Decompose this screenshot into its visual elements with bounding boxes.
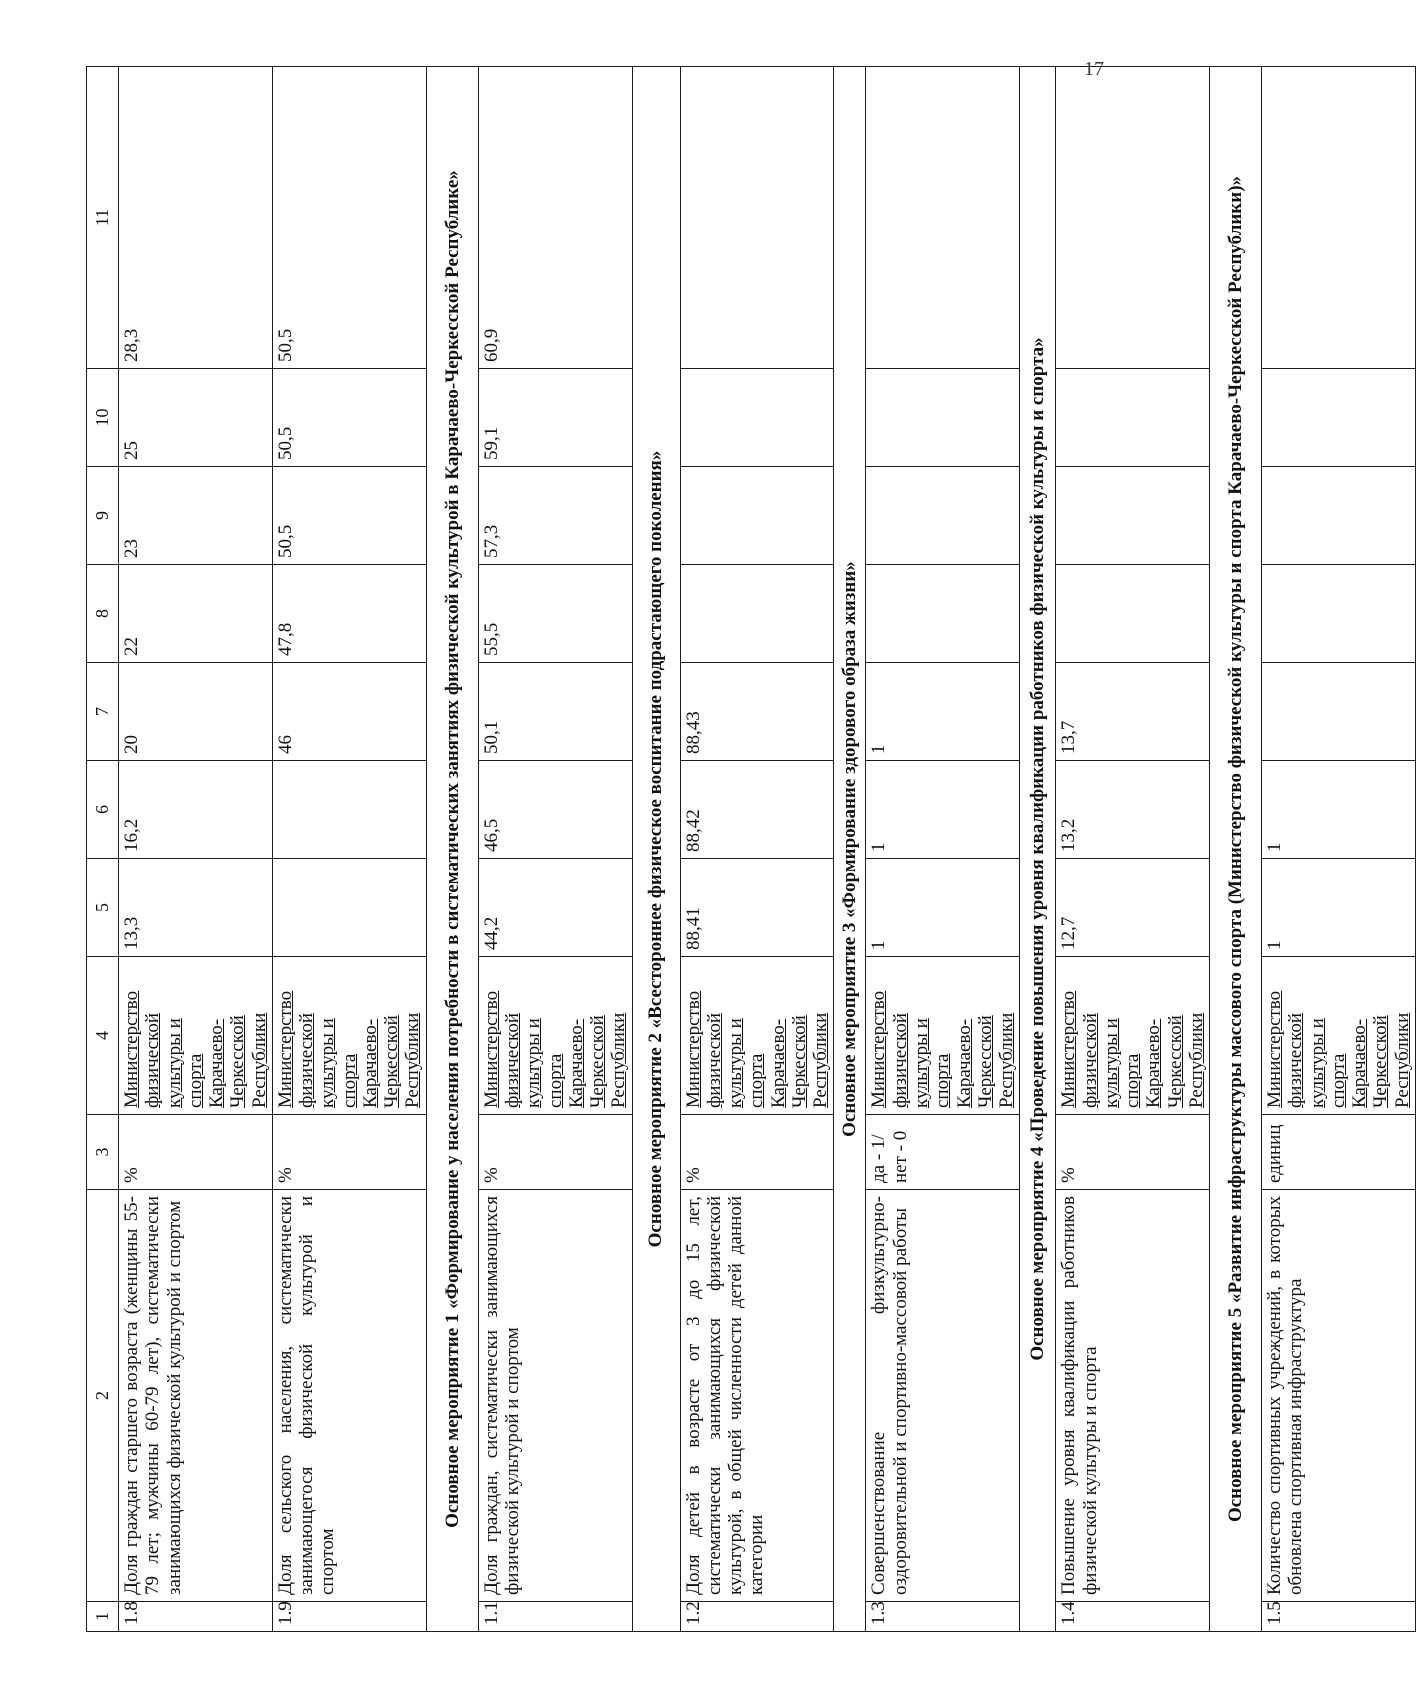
value-col-6: 46,5 xyxy=(478,761,632,859)
row-number: 1.4 xyxy=(1056,1602,1210,1632)
row-number: 1.8 xyxy=(119,1602,273,1632)
value-col-5: 13,3 xyxy=(119,859,273,957)
value-col-6: 1 xyxy=(866,761,1020,859)
value-col-10: 25 xyxy=(119,369,273,467)
unit: % xyxy=(478,1115,632,1190)
indicator-name: Совершенствование физкультурно-оздоровительной и спортивно-массовой работы xyxy=(866,1190,1020,1602)
value-col-9 xyxy=(1056,467,1210,565)
header-col-1: 1 xyxy=(87,1602,119,1632)
value-col-10 xyxy=(1262,369,1416,467)
header-col-11: 11 xyxy=(87,67,119,369)
value-col-8 xyxy=(1056,565,1210,663)
row-number: 1.3 xyxy=(866,1602,1020,1632)
section-heading-1 xyxy=(426,67,478,1632)
section-heading-4 xyxy=(1020,67,1056,1632)
value-col-8 xyxy=(680,565,834,663)
indicator-name: Доля детей в возрасте от 3 до 15 лет, систематически занимающихся физической культурой, в общей численности детей данной категории xyxy=(680,1190,834,1602)
indicators-table xyxy=(86,66,1416,1632)
row-number: 1.9 xyxy=(272,1602,426,1632)
value-col-6: 88,42 xyxy=(680,761,834,859)
value-col-10 xyxy=(1056,369,1210,467)
executor: Министерство физической культуры и спорта Карачаево-Черкесской Республики xyxy=(680,957,834,1115)
value-col-10: 50,5 xyxy=(272,369,426,467)
value-col-6: 16,2 xyxy=(119,761,273,859)
executor: Министерство физической культуры и спорта Карачаево-Черкесской Республики xyxy=(1262,957,1416,1115)
value-col-11: 60,9 xyxy=(478,67,632,369)
value-col-5: 44,2 xyxy=(478,859,632,957)
header-col-9: 9 xyxy=(87,467,119,565)
value-col-8: 22 xyxy=(119,565,273,663)
value-col-8 xyxy=(866,565,1020,663)
rotated-table-container xyxy=(86,67,1413,1632)
value-col-10: 59,1 xyxy=(478,369,632,467)
header-col-2: 2 xyxy=(87,1190,119,1602)
value-col-11 xyxy=(1056,67,1210,369)
table-row xyxy=(1056,67,1210,1632)
value-col-11 xyxy=(1262,67,1416,369)
unit: да - 1/ нет - 0 xyxy=(866,1115,1020,1190)
value-col-9 xyxy=(1262,467,1416,565)
value-col-5: 1 xyxy=(1262,859,1416,957)
unit: единиц xyxy=(1262,1115,1416,1190)
value-col-9 xyxy=(866,467,1020,565)
value-col-11: 28,3 xyxy=(119,67,273,369)
value-col-7: 88,43 xyxy=(680,663,834,761)
table-row xyxy=(478,67,632,1632)
unit: % xyxy=(119,1115,273,1190)
unit: % xyxy=(1056,1115,1210,1190)
section-title: Основное мероприятие 2 «Всестороннее физическое воспитание подрастающего поколения» xyxy=(632,67,680,1632)
section-title: Основное мероприятие 1 «Формирование у населения потребности в систематических занятиях физической культурой в Карачаево-Черкесской Республике» xyxy=(426,67,478,1632)
column-number-header xyxy=(87,67,119,1632)
section-title: Основное мероприятие 4 «Проведение повышения уровня квалификации работников физической культуры и спорта» xyxy=(1020,67,1056,1632)
value-col-10 xyxy=(680,369,834,467)
value-col-6 xyxy=(272,761,426,859)
value-col-7: 1 xyxy=(866,663,1020,761)
indicator-name: Повышение уровня квалификации работников физической культуры и спорта xyxy=(1056,1190,1210,1602)
row-number: 1.5 xyxy=(1262,1602,1416,1632)
executor: Министерство физической культуры и спорта Карачаево-Черкесской Республики xyxy=(119,957,273,1115)
value-col-10 xyxy=(866,369,1020,467)
header-col-7: 7 xyxy=(87,663,119,761)
value-col-5: 12,7 xyxy=(1056,859,1210,957)
value-col-11 xyxy=(866,67,1020,369)
value-col-9: 57,3 xyxy=(478,467,632,565)
value-col-7 xyxy=(1262,663,1416,761)
header-col-10: 10 xyxy=(87,369,119,467)
value-col-11: 50,5 xyxy=(272,67,426,369)
executor: Министерство физической культуры и спорта Карачаево-Черкесской Республики xyxy=(1056,957,1210,1115)
value-col-7: 50,1 xyxy=(478,663,632,761)
table-row xyxy=(680,67,834,1632)
executor: Министерство физической культуры и спорта Карачаево-Черкесской Республики xyxy=(478,957,632,1115)
header-col-6: 6 xyxy=(87,761,119,859)
value-col-11 xyxy=(680,67,834,369)
executor: Министерство физической культуры и спорта Карачаево-Черкесской Республики xyxy=(866,957,1020,1115)
value-col-8: 47,8 xyxy=(272,565,426,663)
value-col-5: 88,41 xyxy=(680,859,834,957)
value-col-8 xyxy=(1262,565,1416,663)
section-heading-3 xyxy=(834,67,866,1632)
table-row xyxy=(1262,67,1416,1632)
value-col-7: 13,7 xyxy=(1056,663,1210,761)
section-title: Основное мероприятие 3 «Формирование здорового образа жизни» xyxy=(834,67,866,1632)
indicator-name: Доля граждан, систематически занимающихся физической культурой и спортом xyxy=(478,1190,632,1602)
indicator-name: Доля граждан старшего возраста (женщины 55-79 лет; мужчины 60-79 лет), систематически занимающихся физической культурой и спортом xyxy=(119,1190,273,1602)
unit: % xyxy=(272,1115,426,1190)
row-number: 1.2 xyxy=(680,1602,834,1632)
page-number: 17 xyxy=(1084,58,1104,80)
value-col-8: 55,5 xyxy=(478,565,632,663)
value-col-6: 1 xyxy=(1262,761,1416,859)
table-row xyxy=(272,67,426,1632)
indicator-name: Доля сельского населения, систематически занимающегося физической культурой и спортом xyxy=(272,1190,426,1602)
section-title: Основное мероприятие 5 «Развитие инфраструктуры массового спорта (Министерство физической культуры и спорта Карачаево-Черкесской Республики)» xyxy=(1210,67,1262,1632)
value-col-6: 13,2 xyxy=(1056,761,1210,859)
value-col-7: 20 xyxy=(119,663,273,761)
value-col-9: 50,5 xyxy=(272,467,426,565)
value-col-9 xyxy=(680,467,834,565)
header-col-3: 3 xyxy=(87,1115,119,1190)
header-col-4: 4 xyxy=(87,957,119,1115)
section-heading-5 xyxy=(1210,67,1262,1632)
value-col-9: 23 xyxy=(119,467,273,565)
executor: Министерство физической культуры и спорта Карачаево-Черкесской Республики xyxy=(272,957,426,1115)
unit: % xyxy=(680,1115,834,1190)
table-row xyxy=(119,67,273,1632)
value-col-5 xyxy=(272,859,426,957)
row-number: 1.1 xyxy=(478,1602,632,1632)
section-heading-2 xyxy=(632,67,680,1632)
indicator-name: Количество спортивных учреждений, в которых обновлена спортивная инфраструктура xyxy=(1262,1190,1416,1602)
value-col-7: 46 xyxy=(272,663,426,761)
header-col-8: 8 xyxy=(87,565,119,663)
header-col-5: 5 xyxy=(87,859,119,957)
value-col-5: 1 xyxy=(866,859,1020,957)
table-row xyxy=(866,67,1020,1632)
